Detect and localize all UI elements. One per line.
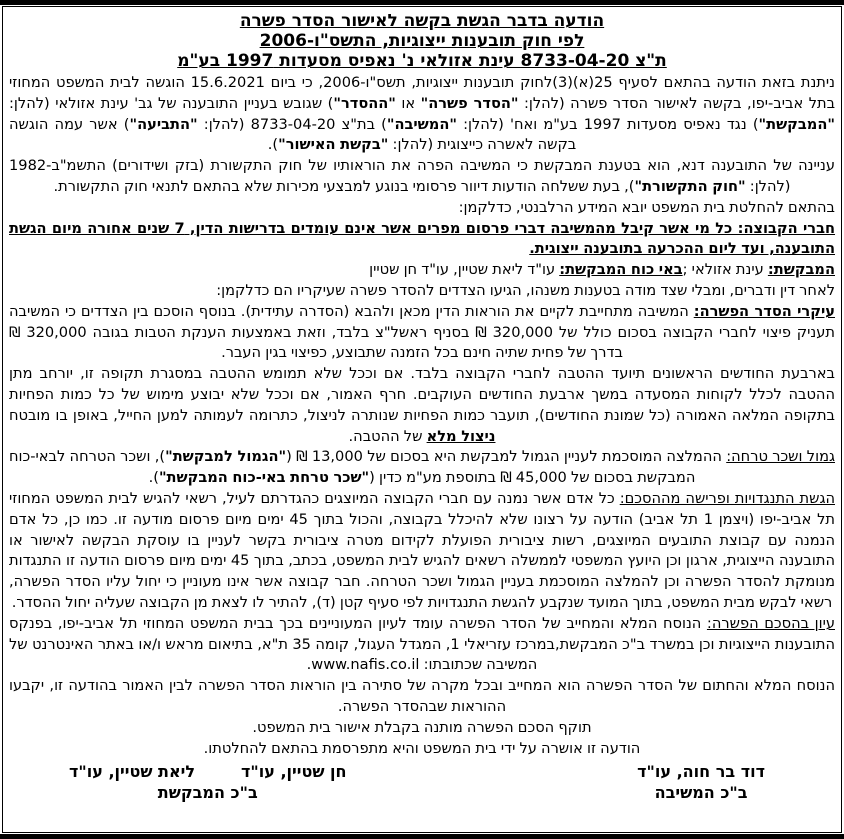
paragraph [9, 219, 835, 261]
text-segment: ), בעת ששלחה הודעות דיוור פרסומי בנוגע למבצעי מכירות שלא בהתאם לתנאי חוק התקשורת. [53, 177, 635, 195]
text-segment: "הגמול למבקשת" [165, 448, 287, 466]
signature-block [9, 759, 835, 803]
signature-name: חן שטיין, עו"ד [241, 762, 347, 782]
text-segment: ניצול מלא [426, 427, 496, 445]
text-segment: המשיבה מתחייבת לקיים את הוראות הדין מכאן ולהבא (הסדרה עתידית). בנוסף הוסכם בין הצדדים כי המשיבה תעניק פיצוי לחברי הקבוצה בסכום כולל של 320,000 ₪ בסניף ראשל"צ בלבד, וזאת באמצעות הענקת הטבות בגובה 320,000 ₪ בדרך של פחית שתיה חינם בכל הזמנה שתבוצע, כפיצוי בגין העבר. [9, 302, 835, 362]
text-segment: "התביעה" [129, 115, 198, 133]
text-segment: עיון בהסכם הפשרה: [706, 614, 835, 632]
text-segment: בהתאם להחלטת בית המשפט יובא המידע הרלבנטי, כדלקמן: [458, 198, 835, 216]
text-segment: גמול ושכר טרחה: [726, 448, 835, 466]
text-segment: הגשת התנגדויות ופרישה מההסכם: [619, 489, 835, 507]
notice-body [9, 73, 835, 759]
text-segment: בארבעת החודשים הראשונים תיועד ההטבה לחברי הקבוצה בלבד. אם וככל שלא תמומש ההטבה במסגרת תקופה זו, יורחב מתן ההטבה לכלל לקוחות המסעדה במשך ארבעת החודשים העוקבים. חרף האמור, אם וככל שלא יבוצע מימוש של כל כמות הפחיות בתקופה המלאה האמורה (כל שמונת החודשים), תועבר כמות הפחיות שנותרה לניצול, כתרומה לעמותה למען החייל, באופן בו מובטח [9, 365, 835, 424]
text-segment: ) אשר עמה הוגשה בקשה לאשרה כייצוגית (להלן: [9, 115, 577, 154]
paragraph [9, 364, 835, 447]
text-segment: עינת אזולאי ; [682, 261, 768, 279]
paragraph [9, 718, 835, 739]
signature-applicant-counsel [69, 761, 347, 803]
signature-name: דוד בר חוה, עו"ד [637, 762, 765, 782]
text-segment: ) בת"צ 8733-04-20 (להלן: [197, 115, 387, 133]
text-segment: "המשיבה" [386, 115, 457, 133]
text-segment: חברי הקבוצה: כל מי אשר קיבל מהמשיבה דברי פרסום מפרים אשר אינם עומדים בדרישות הדין, 7 שנים אחורה מיום הגשת התובענה, ועד ליום ההכרעה בתובענה ייצוגית. [9, 219, 836, 258]
notice-title-case-number: ת"צ 8733-04-20 עינת אזולאי נ' נאפיס מסעדות 1997 בע"מ [177, 51, 667, 71]
text-segment: ). [148, 469, 159, 487]
text-segment: תוקף הסכם הפשרה מותנה בקבלת אישור בית המשפט. [252, 718, 592, 736]
paragraph [9, 447, 835, 489]
paragraph [9, 260, 835, 281]
text-segment: המבקשת: [767, 261, 835, 279]
text-segment: "חוק התקשורת" [634, 177, 746, 195]
text-segment: של ההטבה. [348, 427, 427, 445]
notice-title-block [9, 9, 835, 71]
signature-role: ב"כ המבקשת [157, 783, 258, 803]
text-segment: לאחר דין ודברים, ומבלי שצד מודה בטענות משנהו, הגיעו הצדדים להסדר פשרה שעיקריו הם כדלקמן: [216, 281, 835, 299]
paragraph [9, 614, 835, 676]
signature-name: ליאת שטיין, עו"ד [69, 762, 195, 782]
bottom-border-bar [0, 834, 844, 839]
text-segment: עו"ד ליאת שטיין, עו"ד חן שטיין [369, 261, 560, 279]
text-segment: "ההסדר" [333, 94, 396, 112]
text-segment: עיקרי הסדר הפשרה: [693, 302, 835, 320]
text-segment: באי כוח המבקשת: [559, 261, 683, 279]
notice-frame [2, 6, 842, 833]
text-segment: "הסדר פשרה" [420, 94, 519, 112]
signature-role: ב"כ המשיבה [654, 783, 748, 803]
text-segment: "המבקשת" [758, 115, 835, 133]
signature-names-row [69, 761, 347, 782]
paragraph [9, 198, 835, 219]
text-segment: הודעה זו אושרה על ידי בית המשפט והיא מתפרסמת בהתאם להחלטתו. [203, 739, 641, 757]
paragraph [9, 489, 835, 614]
text-segment: ). [267, 136, 279, 154]
text-segment: ) נגד נאפיס מסעדות 1997 בע"מ ואח' (להלן: [456, 115, 759, 133]
text-segment: ניתנת בזאת הודעה בהתאם לסעיף 25(א)(3)לחוק תובענות ייצוגיות, תשס"ו-2006, כי ביום 15.6.2021 הוגשה לבית המשפט המחוזי בתל אביב-יפו, בקשה לאישור הסדר פשרה (להלן: [9, 74, 836, 112]
paragraph [9, 739, 835, 760]
paragraph [9, 73, 835, 156]
notice-title-line-2: לפי חוק תובענות ייצוגיות, התשס"ו-2006 [259, 31, 585, 51]
paragraph [9, 302, 835, 364]
text-segment: ), ושכר הטרחה לבאי-כוח המבקשת בסכום של 45,000 ₪ בתוספת מע"מ כדין ( [9, 448, 696, 487]
signature-respondent-counsel [637, 761, 765, 803]
paragraph [9, 281, 835, 302]
top-border-bar [0, 0, 844, 5]
text-segment: "שכר טרחת באי-כוח המבקשת" [158, 469, 370, 487]
text-segment: כל אדם אשר נמנה עם חברי הקבוצה המיוצגים כהגדרתם לעיל, רשאי להגיש לבית המשפט המחוזי תל אביב-יפו (ויצמן 1 תל אביב) הודעה על רצונו שלא להיכלל בקבוצה, והכול בתוך 45 ימים מיום פרסום מודעה זו. כמו כן, כל אדם הנמנה עם קבוצת התובעים המיוצגים, רשות ציבורית הפועלת לקידום מטרה ציבורית בקשר לעניין בו עוסקת הבקשה לאישור או התובענה הייצוגית, ארגון וכן היועץ המשפטי לממשלה רשאים להגיש לבית המשפט, בכתב, בתוך 45 ימים מיום פרסום הודעה זו התנגדות מנומקת להסדר הפשרה וכן להמלצה המוסכמת בעניין הגמול ושכר הטרחה. חבר קבוצה אשר אינו מעוניין כי יחול עליו הסדר הפשרה, רשאי לבקש מבית המשפט, בתוך המועד שנקבע להגשת התנגדויות לפי סעיף קטן (ד), להתיר לו לצאת מן הקבוצה שעליה יחול ההסדר. [9, 489, 835, 611]
text-segment: ) שגובש בעניין התובענה של גב' עינת אזולאי (להלן: [9, 94, 334, 112]
text-segment: "בקשת האישור" [278, 136, 389, 154]
paragraph [9, 676, 835, 718]
text-segment: או [395, 94, 421, 112]
text-segment: עניינה של התובענה דנא, הוא בטענת המבקשת כי המשיבה הפרה את הוראותיו של חוק התקשורת (בזק ושידורים) התשמ"ב-1982 (להלן: [9, 157, 835, 195]
text-segment: הנוסח המלא והחתום של הסדר הפשרה הוא המחייב ובכל מקרה של סתירה בין הוראות הסדר הפשרה לבין האמור בהודעה זו, יקבעו ההוראות שבהסדר הפשרה. [9, 677, 835, 715]
text-segment: ההמלצה המוסכמת לעניין הגמול למבקשת היא בסכום של 13,000 ₪ ( [286, 448, 727, 466]
notice-title-line-1: הודעה בדבר הגשת בקשה לאישור הסדר פשרה [239, 11, 605, 31]
paragraph [9, 156, 835, 198]
text-segment: הנוסח המלא והמחייב של הסדר הפשרה עומד לעיון המעוניינים בכך בבית המשפט המחוזי תל אביב-יפו, בפנקס התובענות הייצוגיות וכן במשרד ב"כ המבקשת,במרכז עזריאלי 1, המגדל העגול, קומה 35 ת"א, בתיאום מראש ו/או באתר האינטרנט של המשיבה שכתובתו: www.nafis.co.il. [9, 614, 835, 674]
